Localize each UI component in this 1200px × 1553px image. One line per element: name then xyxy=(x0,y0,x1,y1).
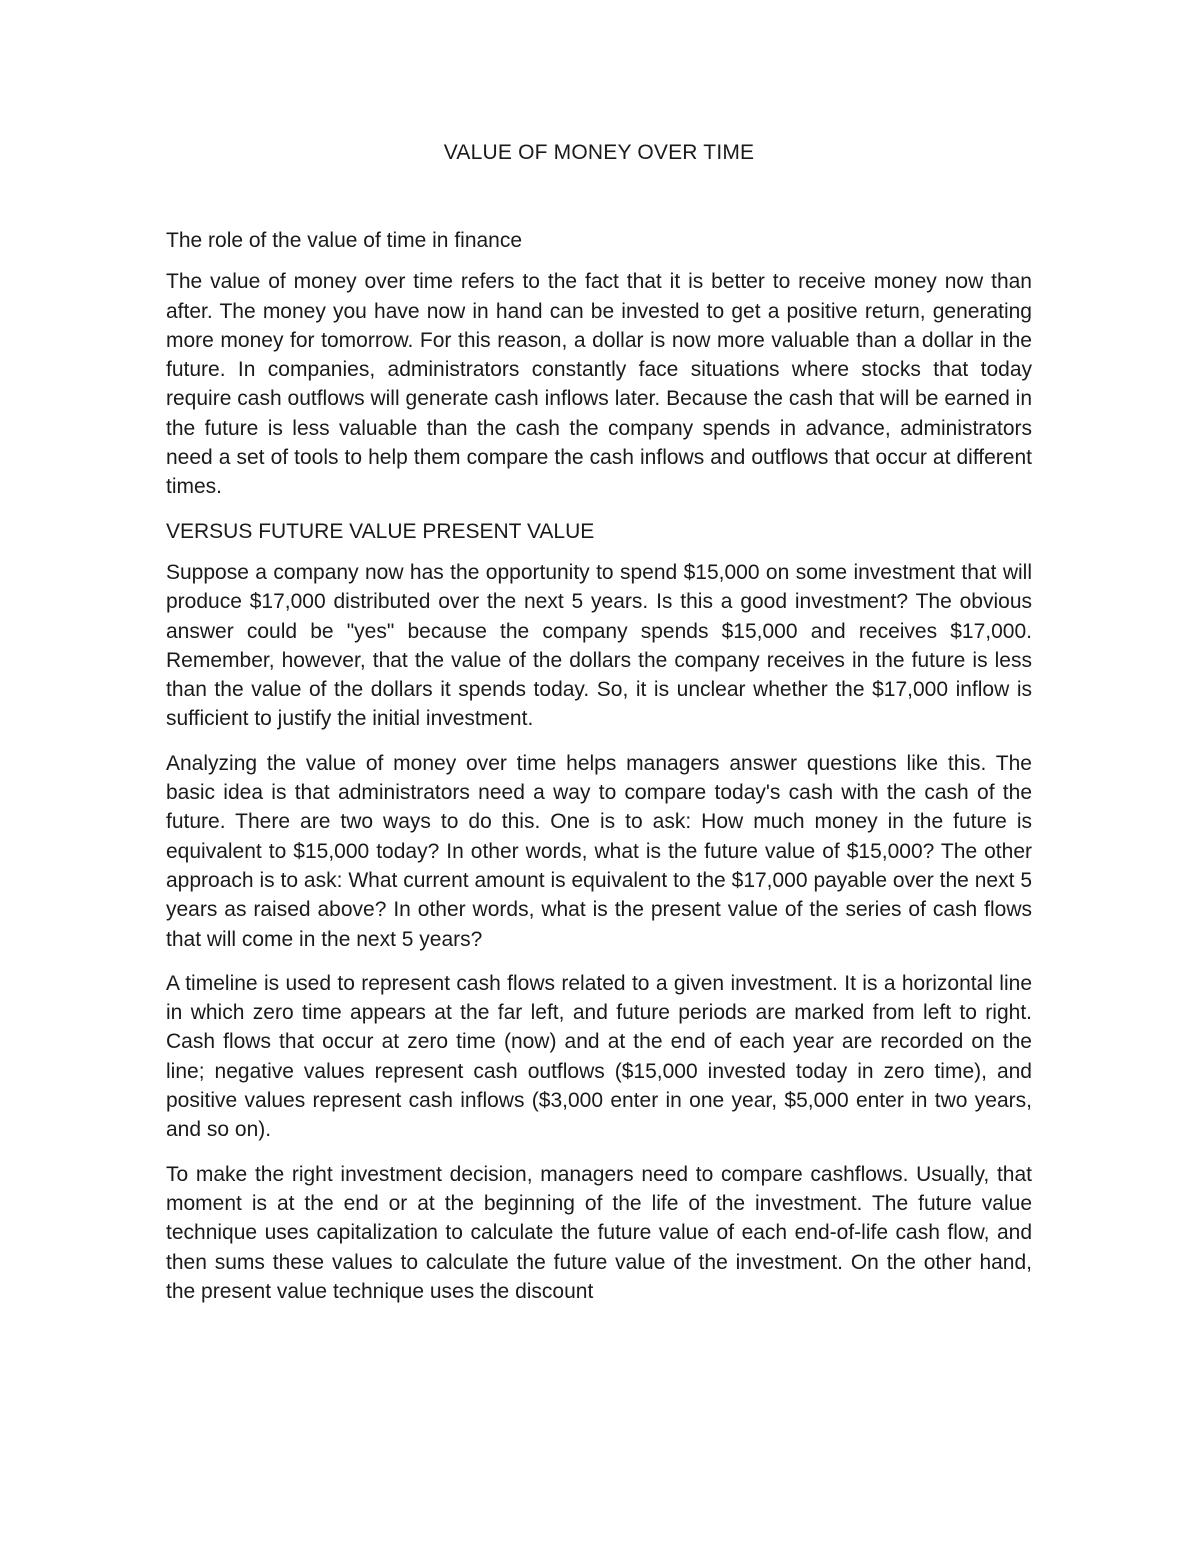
document-title: VALUE OF MONEY OVER TIME xyxy=(443,141,755,164)
paragraph-techniques: To make the right investment decision, managers need to compare cashflows. Usually, that moment is at the end or at the beginning of the life of the investment. The future value technique uses capitalization to calculate the future value of each end-of-life cash flow, and then sums these values to calculate the future value of the investment. On the other hand, the present value technique uses the discount xyxy=(166,1162,1032,1303)
paragraph-investment-example: Suppose a company now has the opportunity to spend $15,000 on some investment that will produce $17,000 distributed over the next 5 years. Is this a good investment? The obvious answer could be "yes" because the company spends $15,000 and receives $17,000. Remember, however, that the value of the dollars the company receives in the future is less than the value of the dollars it spends today. So, it is unclear whether the $17,000 inflow is sufficient to justify the initial investment. xyxy=(166,560,1032,731)
document-page xyxy=(166,138,1032,1321)
section-heading-future-vs-present: VERSUS FUTURE VALUE PRESENT VALUE xyxy=(166,519,595,543)
section-heading-role-of-time: The role of the value of time in finance xyxy=(166,229,523,252)
paragraph-analysis-approaches: Analyzing the value of money over time helps managers answer questions like this. The basic idea is that administrators need a way to compare today's cash with the cash of the future. There are two ways to do this. One is to ask: How much money in the future is equivalent to $15,000 today? In other words, what is the future value of $15,000? The other approach is to ask: What current amount is equivalent to the $17,000 payable over the next 5 years as raised above? In other words, what is the present value of the series of cash flows that will come in the next 5 years? xyxy=(166,751,1032,951)
paragraph-timeline: A timeline is used to represent cash flows related to a given investment. It is a horizontal line in which zero time appears at the far left, and future periods are marked from left to right. Cash flows that occur at zero time (now) and at the end of each year are recorded on the line; negative values represent cash outflows ($15,000 invested today in zero time), and positive values represent cash inflows ($3,000 enter in one year, $5,000 enter in two years, and so on). xyxy=(166,971,1032,1142)
paragraph-time-value-intro: The value of money over time refers to the fact that it is better to receive money now than after. The money you have now in hand can be invested to get a positive return, generating more money for tomorrow. For this reason, a dollar is now more valuable than a dollar in the future. In companies, administrators constantly face situations where stocks that today require cash outflows will generate cash inflows later. Because the cash that will be earned in the future is less valuable than the cash the company spends in advance, administrators need a set of tools to help them compare the cash inflows and outflows that occur at different times. xyxy=(166,270,1032,499)
